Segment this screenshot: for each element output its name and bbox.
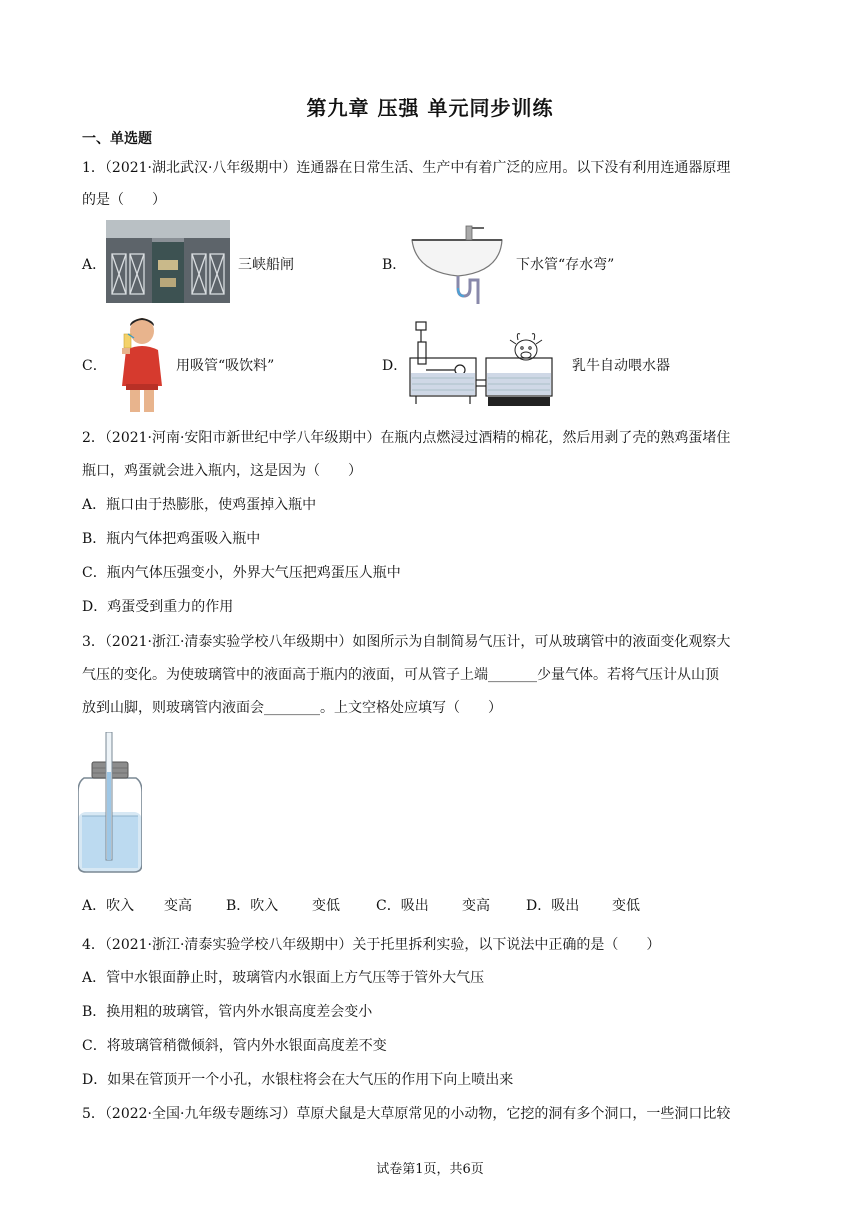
q1-option-a-text: 三峡船闸 bbox=[238, 257, 294, 273]
q2-option-b: B．瓶内气体把鸡蛋吸入瓶中 bbox=[82, 531, 261, 547]
q3-option-b-value: 变低 bbox=[312, 898, 340, 914]
q4-option-d: D．如果在管顶开一个小孔，水银柱将会在大气压的作用下向上喷出来 bbox=[82, 1072, 514, 1088]
q1-option-a-label: A． bbox=[82, 257, 107, 273]
q4-option-a: A．管中水银面静止时，玻璃管内水银面上方气压等于管外大气压 bbox=[82, 970, 485, 986]
q3-option-a-label: A．吹入 bbox=[82, 898, 135, 914]
q1-option-c-text: 用吸管“吸饮料” bbox=[176, 358, 275, 374]
barometer-bottle-figure bbox=[78, 732, 142, 874]
q3-option-d-value: 变低 bbox=[612, 898, 640, 914]
boy-drinking-photo bbox=[118, 314, 166, 414]
q2-stem-line1: 2．（2021·河南·安阳市新世纪中学八年级期中）在瓶内点燃浸过酒精的棉花，然后用剥了壳的熟鸡蛋堵住 bbox=[82, 430, 731, 446]
q2-option-d: D．鸡蛋受到重力的作用 bbox=[82, 599, 234, 615]
q4-stem-line1: 4．（2021·浙江·清泰实验学校八年级期中）关于托里拆利实验，以下说法中正确的是（ ） bbox=[82, 937, 661, 953]
q3-option-c-label: C．吸出 bbox=[376, 898, 429, 914]
q2-option-c: C．瓶内气体压强变小，外界大气压把鸡蛋压人瓶中 bbox=[82, 565, 401, 581]
q3-option-c-value: 变高 bbox=[462, 898, 490, 914]
q3-option-b-label: B．吹入 bbox=[226, 898, 279, 914]
q3-stem-line2: 气压的变化。为使玻璃管中的液面高于瓶内的液面，可从管子上端_______少量气体。若将气压计从山顶 bbox=[82, 667, 719, 683]
q1-option-b-text: 下水管“存水弯” bbox=[516, 257, 615, 273]
q1-option-d-label: D． bbox=[382, 358, 408, 374]
q2-option-a: A．瓶口由于热膨胀，使鸡蛋掉入瓶中 bbox=[82, 497, 317, 513]
q3-option-d-label: D．吸出 bbox=[526, 898, 580, 914]
q5-stem-line1: 5．（2022·全国·九年级专题练习）草原犬鼠是大草原常见的小动物，它挖的洞有多个洞口，一些洞口比较 bbox=[82, 1106, 731, 1122]
section-heading: 一、单选题 bbox=[82, 131, 152, 147]
sink-trap-figure bbox=[408, 222, 508, 304]
q3-stem-line1: 3．（2021·浙江·清泰实验学校八年级期中）如图所示为自制简易气压计，可从玻璃管中的液面变化观察大 bbox=[82, 634, 731, 650]
cow-water-feeder-figure bbox=[406, 318, 558, 408]
page-title: 第九章 压强 单元同步训练 bbox=[306, 96, 554, 120]
ship-lock-photo bbox=[106, 220, 230, 303]
q1-option-b-label: B． bbox=[382, 257, 407, 273]
q4-option-b: B．换用粗的玻璃管，管内外水银高度差会变小 bbox=[82, 1004, 373, 1020]
q4-option-c: C．将玻璃管稍微倾斜，管内外水银面高度差不变 bbox=[82, 1038, 387, 1054]
page-footer: 试卷第1页，共6页 bbox=[376, 1162, 484, 1177]
q1-option-d-text: 乳牛自动喂水器 bbox=[572, 358, 670, 374]
q2-stem-line2: 瓶口，鸡蛋就会进入瓶内，这是因为（ ） bbox=[82, 463, 362, 479]
q1-option-c-label: C． bbox=[82, 358, 107, 374]
q1-stem-line2: 的是（ ） bbox=[82, 192, 166, 208]
q3-options-row bbox=[82, 895, 652, 915]
q3-stem-line3: 放到山脚，则玻璃管内液面会________。上文空格处应填写（ ） bbox=[82, 700, 502, 716]
q1-stem-line1: 1．（2021·湖北武汉·八年级期中）连通器在日常生活、生产中有着广泛的应用。以下没有利用连通器原理 bbox=[82, 160, 731, 176]
q3-option-a-value: 变高 bbox=[164, 898, 192, 914]
